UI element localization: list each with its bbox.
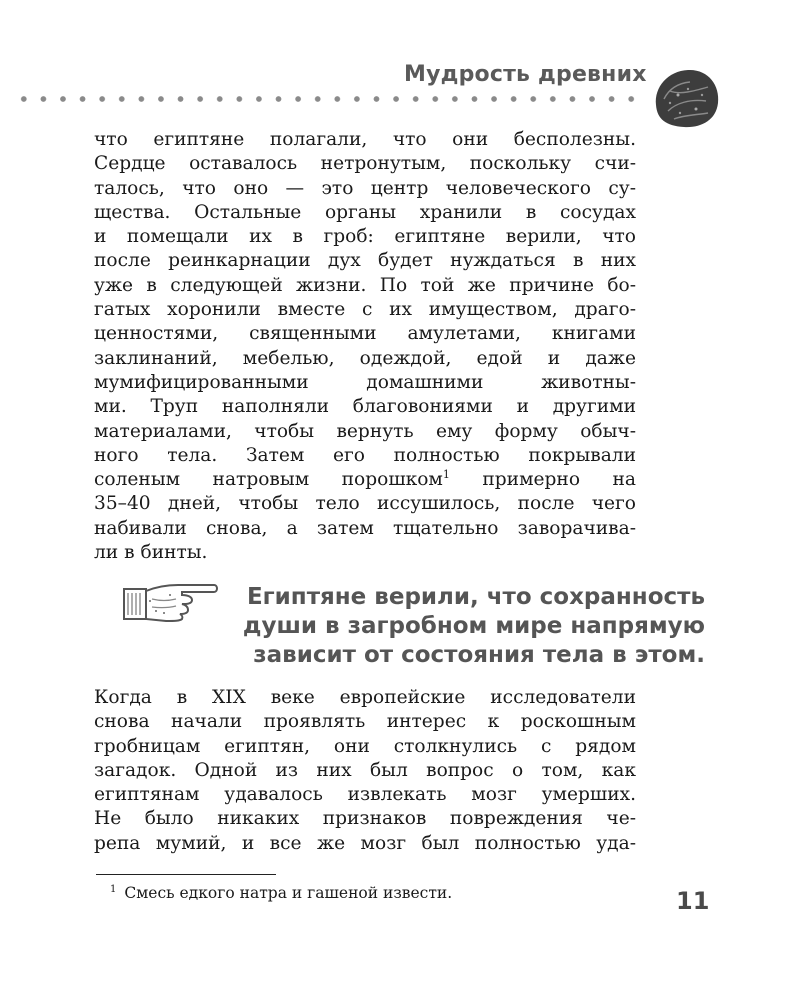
text-line: 35–40 дней, чтобы тело иссушилось, после чего (94, 493, 636, 515)
footnote-divider (96, 874, 276, 875)
footnote-text: Смесь едкого натра и гашеной извести. (124, 884, 453, 902)
text-line: уже в следующей жизни. По той же причине бо- (94, 274, 636, 296)
dotted-divider (14, 95, 644, 103)
quote-line: Египтяне верили, что сохранность (246, 584, 705, 610)
text-line: талось, что оно — это центр человеческого су- (94, 177, 636, 199)
text-line: ми. Труп наполняли благовониями и другими (94, 396, 636, 418)
text-line: что египтяне полагали, что они бесполезны. (94, 129, 636, 150)
paragraph-1 (94, 128, 636, 565)
text-line: щества. Остальные органы хранили в сосудах (94, 201, 636, 223)
text-line: гробницам египтян, они столкнулись с рядом (94, 735, 636, 757)
pull-quote (205, 583, 705, 670)
footnote-number: 1 (110, 884, 117, 895)
text-line: ли в бинты. (94, 542, 208, 564)
text-line: и помещали их в гроб: египтяне верили, что (94, 226, 636, 248)
text-line: ного тела. Затем его полностью покрывали (94, 444, 636, 466)
text-line: гатых хоронили вместе с их имуществом, драго- (94, 299, 636, 321)
text-segment: примерно на (449, 469, 636, 491)
paragraph-2 (94, 686, 636, 856)
text-line-with-note (94, 468, 636, 492)
text-line: мумифицированными домашними животны- (94, 371, 636, 393)
text-line: заклинаний, мебелью, одеждой, едой и даже (94, 347, 636, 369)
stone-emblem-icon (650, 65, 722, 131)
text-line: Сердце оставалось нетронутым, поскольку счи- (94, 153, 636, 175)
text-line: снова начали проявлять интерес к роскошным (94, 711, 636, 733)
quote-line: души в загробном мире напрямую (242, 613, 705, 639)
text-segment: соленым натровым порошком (94, 469, 443, 491)
text-line: загадок. Одной из них был вопрос о том, как (94, 759, 636, 781)
text-line: ценностями, священными амулетами, книгами (94, 323, 636, 345)
text-line: Когда в XIX веке европейские исследователи (94, 687, 636, 708)
running-header-title: Мудрость древних (404, 62, 647, 87)
text-line: египтянам удавалось извлекать мозг умерших. (94, 784, 636, 806)
text-line: репа мумий, и все же мозг был полностью уда- (94, 832, 636, 854)
text-line: материалами, чтобы вернуть ему форму обыч- (94, 420, 636, 442)
text-line: набивали снова, а затем тщательно заворачива- (94, 517, 636, 539)
page-number: 11 (676, 887, 710, 915)
text-line: Не было никаких признаков повреждения че- (94, 808, 636, 830)
footnote (110, 880, 452, 903)
text-line: после реинкарнации дух будет нуждаться в них (94, 250, 636, 272)
quote-line: зависит от состояния тела в этом. (253, 642, 705, 668)
footnote-reference[interactable]: 1 (442, 468, 450, 482)
